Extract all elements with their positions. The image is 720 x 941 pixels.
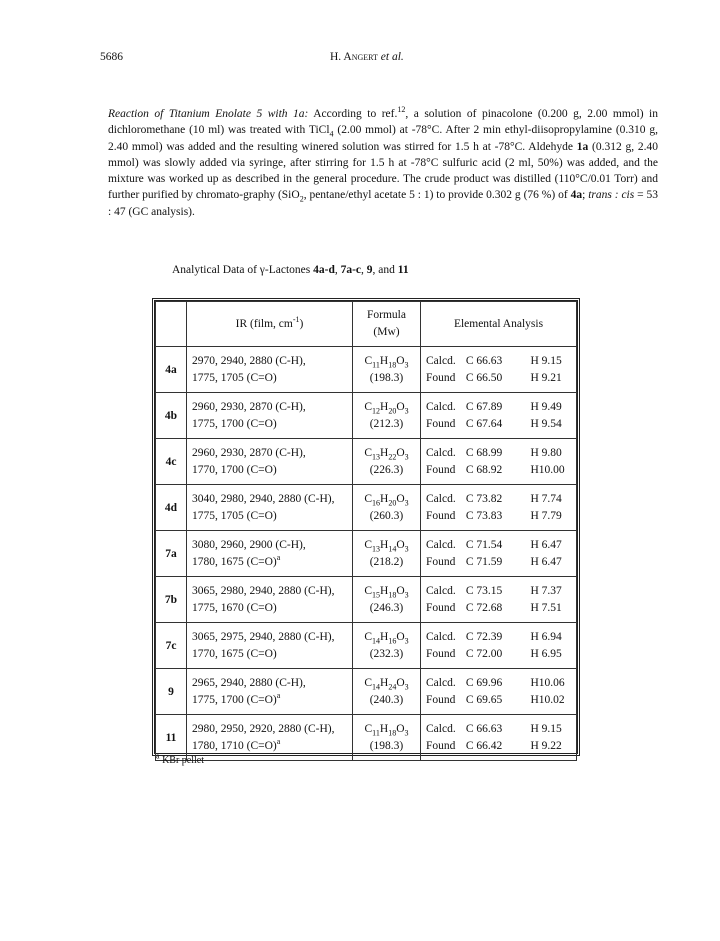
ir-data: 3065, 2980, 2940, 2880 (C-H), 1775, 1670 (C=O): [187, 577, 353, 623]
page-header: [100, 51, 660, 69]
formula-mw: $C_{11}H_{18}O_3$ (198.3): [353, 715, 421, 761]
ir-data: 3065, 2975, 2940, 2880 (C-H), 1770, 1675 (C=O): [187, 623, 353, 669]
header-id: [156, 302, 187, 347]
elemental-analysis: Calcd. C 66.63 H 9.15 Found C 66.42 H 9.22: [421, 715, 577, 761]
ir-data: 2960, 2930, 2870 (C-H), 1775, 1700 (C=O): [187, 393, 353, 439]
table-row: [156, 715, 577, 761]
compound-1a: 1a: [576, 140, 589, 153]
compound-id: 9: [156, 669, 187, 715]
elemental-analysis: Calcd. C 69.96 H10.06 Found C 69.65 H10.02: [421, 669, 577, 715]
elemental-analysis: Calcd. C 66.63 H 9.15 Found C 66.50 H 9.21: [421, 347, 577, 393]
paragraph-heading: Reaction of Titanium Enolate 5 with 1a:: [108, 108, 309, 120]
reference-mark: 12: [397, 105, 406, 115]
elemental-analysis: Calcd. C 73.15 H 7.37 Found C 72.68 H 7.51: [421, 577, 577, 623]
header-ir: IR (film, $cm^{-1}$): [187, 302, 353, 347]
elemental-analysis: Calcd. C 67.89 H 9.49 Found C 67.64 H 9.54: [421, 393, 577, 439]
ir-data: 2960, 2930, 2870 (C-H), 1770, 1700 (C=O): [187, 439, 353, 485]
formula-mw: $C_{16}H_{20}O_3$ (260.3): [353, 485, 421, 531]
elemental-analysis: Calcd. C 71.54 H 6.47 Found C 71.59 H 6.47: [421, 531, 577, 577]
formula-mw: $C_{11}H_{18}O_3$ (198.3): [353, 347, 421, 393]
formula-mw: $C_{14}H_{16}O_3$ (232.3): [353, 623, 421, 669]
table-caption: Analytical Data of γ-Lactones 4a-d, 7a-c, 9, and 11: [172, 264, 409, 276]
compound-id: 11: [156, 715, 187, 761]
compound-id: 4d: [156, 485, 187, 531]
header-formula: Formula (Mw): [353, 302, 421, 347]
analytical-data-table: [152, 298, 580, 756]
table-row: [156, 531, 577, 577]
compound-4a: 4a: [570, 189, 583, 202]
table-row: [156, 393, 577, 439]
running-head: H. Angert et al.: [330, 51, 404, 63]
formula-mw: $C_{12}H_{20}O_3$ (212.3): [353, 393, 421, 439]
ir-data: 2965, 2940, 2880 (C-H), 1775, 1700 (C=O)$^a$: [187, 669, 353, 715]
compound-id: 7a: [156, 531, 187, 577]
table-row: [156, 669, 577, 715]
compound-id: 4a: [156, 347, 187, 393]
formula-mw: $C_{15}H_{18}O_3$ (246.3): [353, 577, 421, 623]
page-number: 5686: [100, 51, 123, 63]
table-row: [156, 623, 577, 669]
compound-id: 4b: [156, 393, 187, 439]
table-footnote: $^a$ KBr pellet: [156, 751, 204, 766]
compound-id: 7c: [156, 623, 187, 669]
compound-id: 7b: [156, 577, 187, 623]
table-row: [156, 485, 577, 531]
table-row: [156, 577, 577, 623]
elemental-analysis: Calcd. C 73.82 H 7.74 Found C 73.83 H 7.79: [421, 485, 577, 531]
ir-data: 3080, 2960, 2900 (C-H), 1780, 1675 (C=O)$^a$: [187, 531, 353, 577]
ir-data: 3040, 2980, 2940, 2880 (C-H), 1775, 1705 (C=O): [187, 485, 353, 531]
table-row: [156, 439, 577, 485]
experimental-paragraph: Reaction of Titanium Enolate 5 with 1a: According to ref.$^{12}$, a solution of pinacolone (0.200 g, 2.00 mmol) in dichloromethane (10 ml) was treated with TiCl$_4$ (2.00 mmol) at -78°C. After 2 min ethyl-diisopropylamine (0.310 g, 2.40 mmol) was added and the resulting winered solution was stirred for 1.5 h at -78°C. Aldehyde 1a (0.312 g, 2.40 mmol) was slowly added via syringe, after stirring for 1.5 h at -78°C sulfuric acid (2 ml, 50%) was added, and the mixture was worked up as described in the general procedure. The crude product was distilled (110°C/0.01 Torr) and further purified by chromato-graphy (SiO$_2$, pentane/ethyl acetate 5 : 1) to provide 0.302 g (76 %) of 4a; trans : cis = 53 : 47 (GC analysis).: [108, 105, 659, 218]
table-row: [156, 347, 577, 393]
ir-data: 2980, 2950, 2920, 2880 (C-H), 1780, 1710 (C=O)$^a$: [187, 715, 353, 761]
formula-mw: $C_{13}H_{14}O_3$ (218.2): [353, 531, 421, 577]
formula-mw: $C_{13}H_{22}O_3$ (226.3): [353, 439, 421, 485]
formula-mw: $C_{14}H_{24}O_3$ (240.3): [353, 669, 421, 715]
table-header-row: [156, 302, 577, 347]
ir-data: 2970, 2940, 2880 (C-H), 1775, 1705 (C=O): [187, 347, 353, 393]
header-analysis: Elemental Analysis: [421, 302, 577, 347]
compound-id: 4c: [156, 439, 187, 485]
elemental-analysis: Calcd. C 72.39 H 6.94 Found C 72.00 H 6.95: [421, 623, 577, 669]
elemental-analysis: Calcd. C 68.99 H 9.80 Found C 68.92 H10.00: [421, 439, 577, 485]
